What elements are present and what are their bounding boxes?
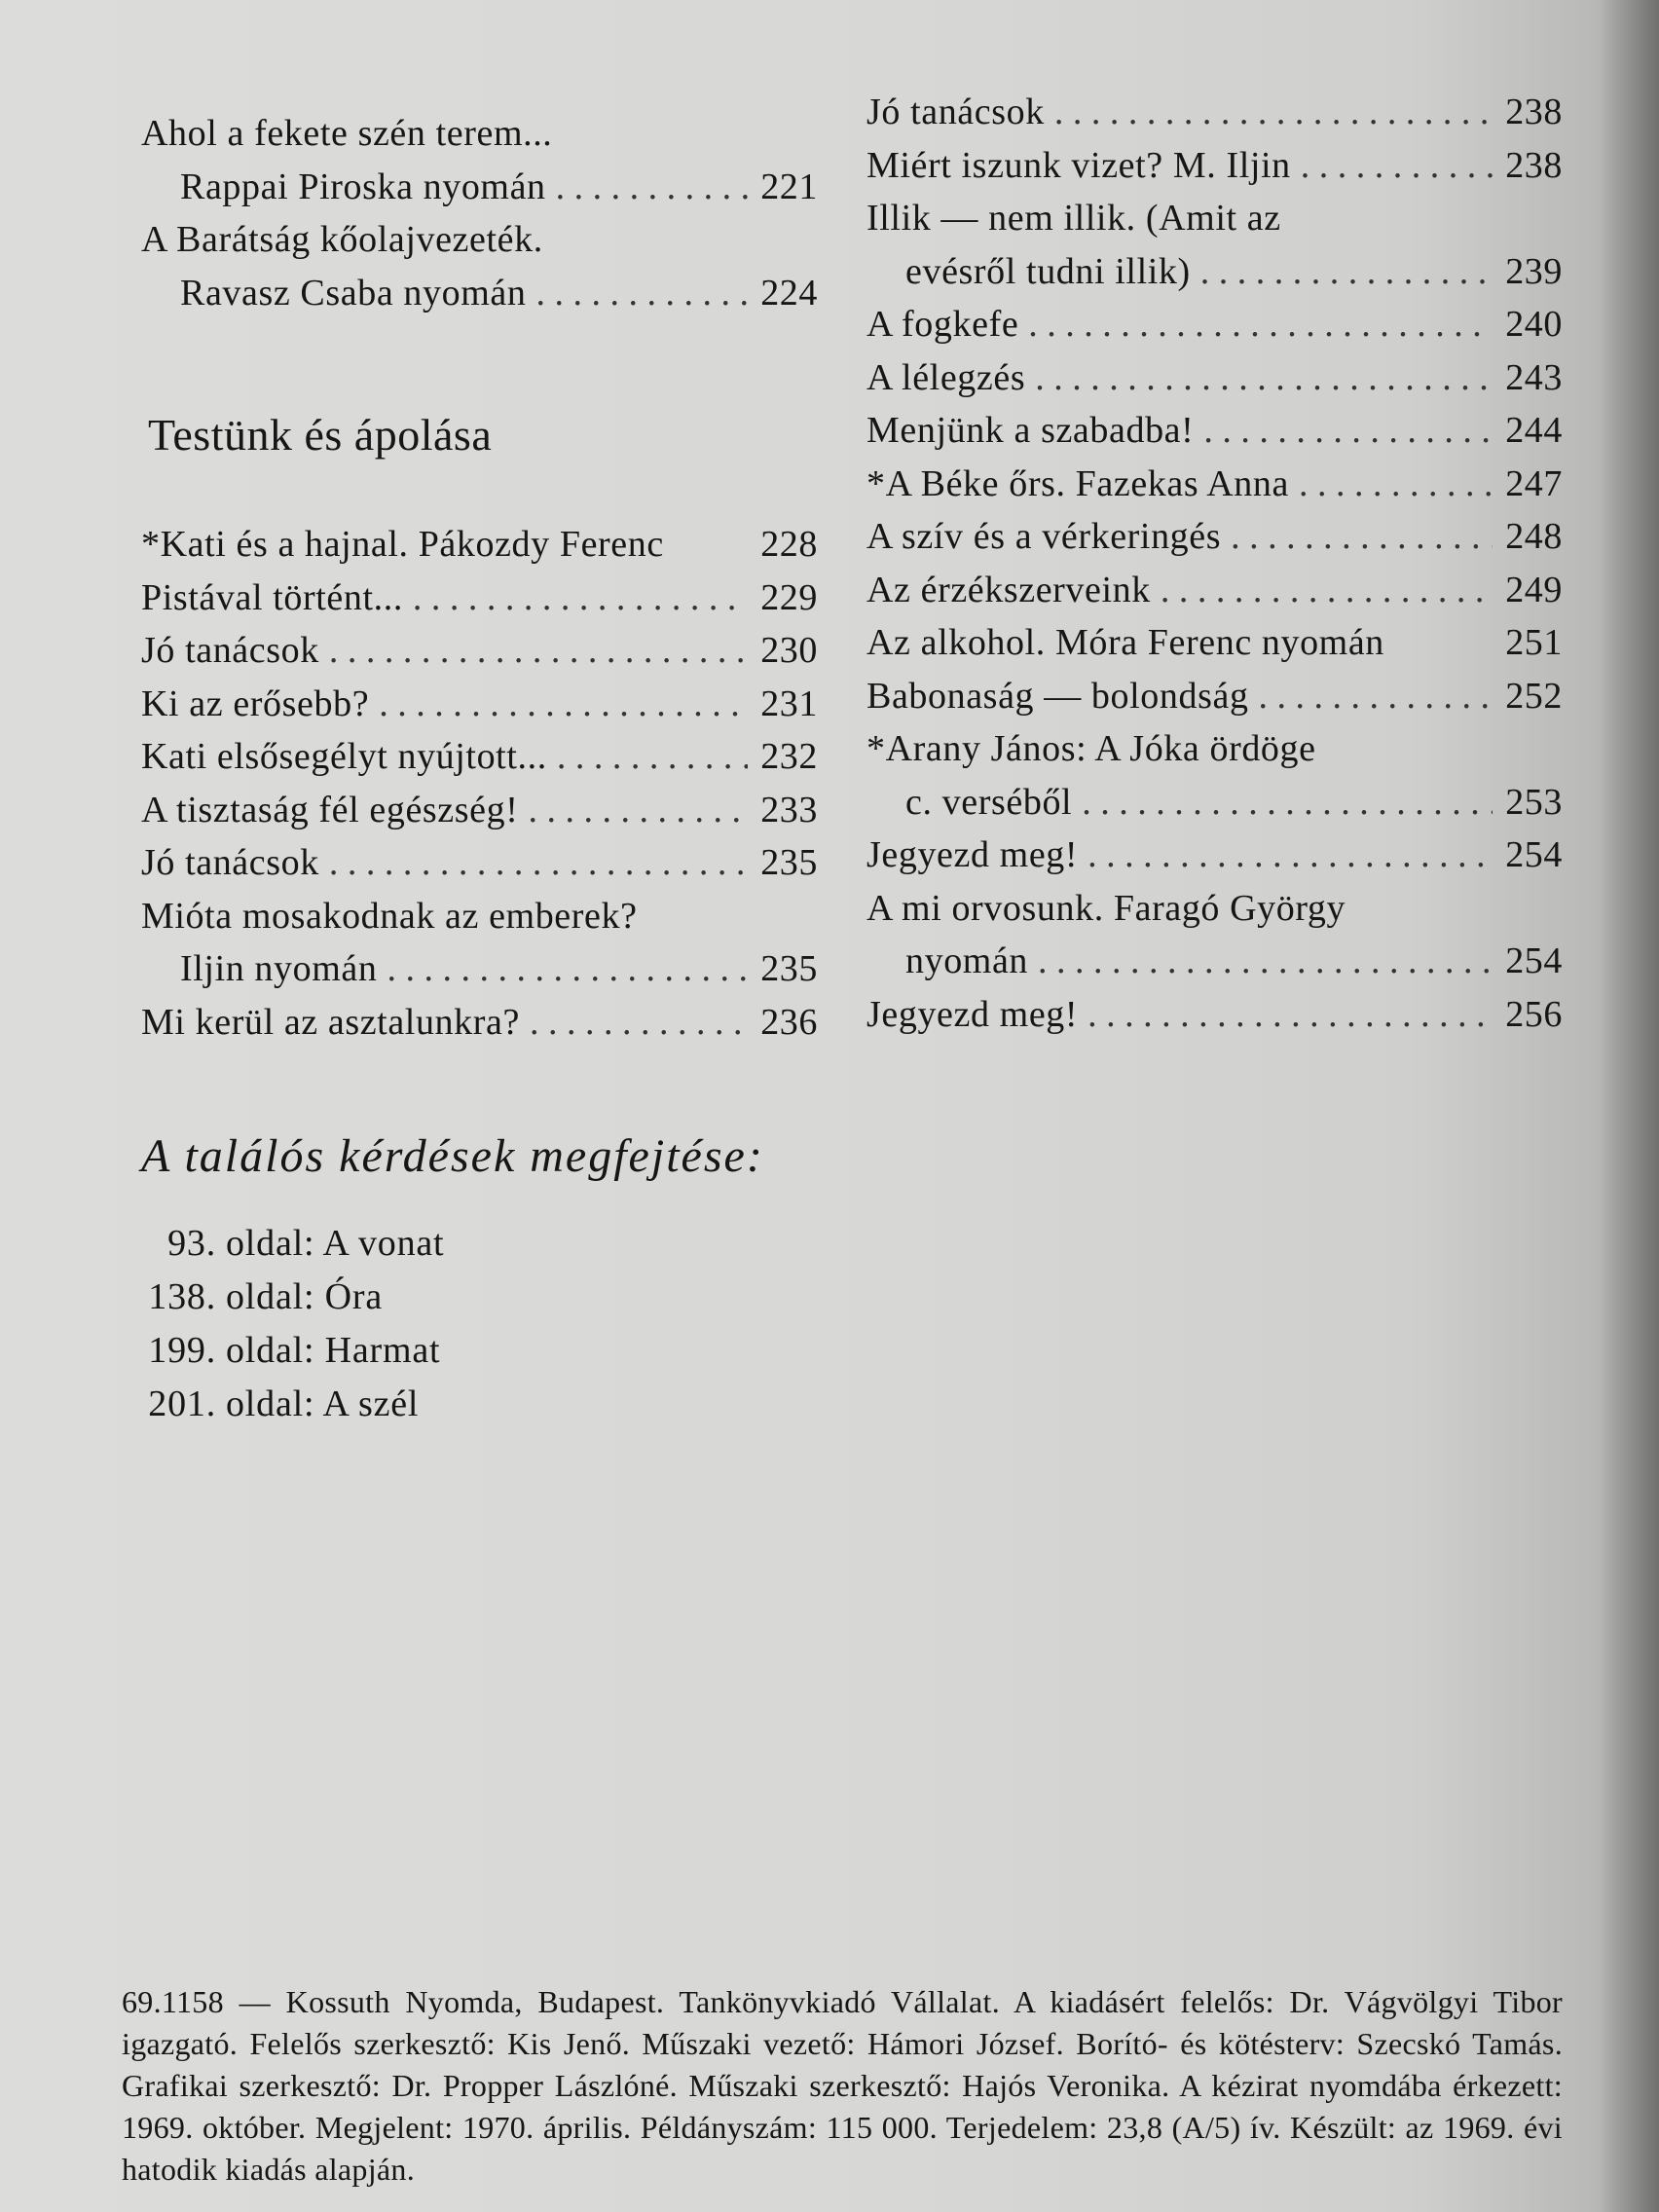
toc-page-number: 249 bbox=[1505, 569, 1563, 610]
toc-left-column bbox=[141, 107, 818, 319]
toc-entry-title: Iljin nyomán bbox=[180, 948, 378, 989]
toc-line bbox=[866, 298, 1563, 351]
toc-line bbox=[141, 678, 818, 731]
toc-entry-title: Az érzékszerveink bbox=[866, 569, 1151, 610]
toc-line bbox=[866, 776, 1563, 830]
toc-page-number: 243 bbox=[1505, 356, 1563, 398]
toc-line bbox=[866, 722, 1563, 776]
toc-line bbox=[866, 616, 1563, 670]
toc-line bbox=[141, 890, 818, 943]
answer-row bbox=[136, 1324, 720, 1378]
dot-leader bbox=[1161, 564, 1493, 617]
toc-line bbox=[141, 213, 818, 267]
toc-entry-title: Babonaság — bolondság bbox=[866, 675, 1249, 717]
toc-entry bbox=[141, 107, 818, 213]
toc-entry-title: c. verséből bbox=[905, 781, 1073, 823]
toc-line bbox=[141, 730, 818, 784]
toc-entry-title: Pistával történt... bbox=[141, 576, 403, 618]
toc-page-number: 230 bbox=[760, 630, 818, 671]
toc-line bbox=[141, 836, 818, 890]
toc-line bbox=[141, 784, 818, 837]
toc-line bbox=[141, 996, 818, 1050]
dot-leader bbox=[379, 678, 748, 731]
toc-line bbox=[141, 571, 818, 625]
dot-leader bbox=[329, 624, 748, 678]
toc-line bbox=[141, 267, 818, 320]
answer-page-number: 93. bbox=[167, 1223, 216, 1264]
toc-line bbox=[866, 192, 1563, 245]
dot-leader bbox=[1028, 298, 1493, 351]
toc-entry-title: Ahol a fekete szén terem... bbox=[141, 113, 553, 154]
toc-page-number: 229 bbox=[760, 576, 818, 618]
toc-page-number: 231 bbox=[760, 682, 818, 724]
answer-page-number: 138. bbox=[148, 1276, 216, 1317]
dot-leader bbox=[413, 571, 748, 625]
toc-page-number: 238 bbox=[1505, 92, 1563, 132]
toc-page-number: 232 bbox=[760, 736, 818, 777]
toc-entry-title: A szív és a vérkeringés bbox=[866, 516, 1222, 557]
dot-leader bbox=[1082, 776, 1493, 830]
toc-entry-title: Kati elsősegélyt nyújtott... bbox=[141, 736, 547, 777]
toc-page-number: 240 bbox=[1505, 304, 1563, 345]
dot-leader bbox=[557, 730, 748, 784]
dot-leader bbox=[535, 267, 748, 320]
toc-entry-title: *Kati és a hajnal. Pákozdy Ferenc bbox=[141, 524, 664, 565]
toc-entry-title: A mi orvosunk. Faragó György bbox=[866, 887, 1346, 929]
dot-leader bbox=[1054, 86, 1493, 139]
toc-line bbox=[866, 245, 1563, 299]
dot-leader bbox=[1231, 510, 1493, 564]
answers-list bbox=[136, 1217, 720, 1431]
toc-entry-title: Mióta mosakodnak az emberek? bbox=[141, 895, 638, 937]
section-heading: Testünk és ápolása bbox=[148, 410, 493, 460]
dot-leader bbox=[1035, 351, 1493, 405]
toc-line bbox=[866, 829, 1563, 882]
toc-entry-title: Jó tanácsok bbox=[866, 92, 1045, 132]
toc-entry-title: Jegyezd meg! bbox=[866, 993, 1079, 1035]
toc-entry bbox=[141, 213, 818, 319]
toc-entry-title: *Arany János: A Jóka ördöge bbox=[866, 728, 1316, 769]
toc-entry-title: Az alkohol. Móra Ferenc nyomán bbox=[866, 622, 1384, 663]
toc-entry-title: A lélegzés bbox=[866, 356, 1026, 398]
page-edge-shadow bbox=[1601, 0, 1659, 2212]
toc-entry-title: Menjünk a szabadba! bbox=[866, 410, 1195, 451]
answer-row bbox=[136, 1271, 720, 1324]
toc-entry-title: nyomán bbox=[905, 940, 1029, 981]
toc-line bbox=[866, 139, 1563, 193]
toc-page-number: 254 bbox=[1505, 940, 1563, 981]
toc-entry-title: Miért iszunk vizet? M. Iljin bbox=[866, 144, 1291, 186]
toc-entry-title: Jó tanácsok bbox=[141, 630, 319, 671]
answer-text: oldal: A vonat bbox=[226, 1223, 445, 1264]
toc-page-number: 238 bbox=[1505, 144, 1563, 186]
dot-leader bbox=[528, 784, 748, 837]
answer-page-number: 201. bbox=[148, 1383, 216, 1424]
toc-line bbox=[866, 86, 1563, 139]
dot-leader bbox=[1088, 829, 1493, 882]
toc-line bbox=[866, 404, 1563, 458]
toc-line bbox=[141, 518, 818, 571]
toc-entry-title: A tisztaság fél egészség! bbox=[141, 789, 519, 830]
toc-page-number: 235 bbox=[760, 948, 818, 989]
dot-leader bbox=[1299, 458, 1493, 511]
dot-leader bbox=[530, 996, 748, 1050]
toc-page-number: 235 bbox=[760, 842, 818, 883]
toc-page-number: 244 bbox=[1505, 410, 1563, 451]
toc-line bbox=[141, 624, 818, 678]
dot-leader bbox=[1301, 139, 1493, 193]
toc-page-number: 224 bbox=[760, 272, 818, 313]
toc-entry-title: evésről tudni illik) bbox=[905, 250, 1191, 292]
toc-page-number: 256 bbox=[1505, 993, 1563, 1035]
toc-page-number: 221 bbox=[760, 166, 818, 207]
toc-line bbox=[141, 107, 818, 161]
dot-leader bbox=[1203, 404, 1493, 458]
toc-page-number: 236 bbox=[760, 1001, 818, 1043]
toc-entry-title: A Barátság kőolajvezeték. bbox=[141, 219, 543, 260]
toc-line bbox=[866, 882, 1563, 936]
toc-entry-title: Illik — nem illik. (Amit az bbox=[866, 198, 1281, 239]
answer-row bbox=[136, 1217, 720, 1271]
toc-page-number: 252 bbox=[1505, 675, 1563, 717]
toc-entry-title: Jó tanácsok bbox=[141, 842, 319, 883]
toc-entry-subtitle: Rappai Piroska nyomán bbox=[180, 166, 546, 207]
dot-leader bbox=[387, 942, 748, 996]
toc-line bbox=[141, 942, 818, 996]
toc-line bbox=[866, 564, 1563, 617]
toc-page-number: 233 bbox=[760, 789, 818, 830]
answers-title: A találós kérdések megfejtése: bbox=[141, 1130, 764, 1182]
dot-leader bbox=[1200, 245, 1493, 299]
toc-line bbox=[866, 988, 1563, 1042]
dot-leader bbox=[1038, 935, 1493, 988]
toc-page-number: 254 bbox=[1505, 834, 1563, 875]
toc-entry-title: *A Béke őrs. Fazekas Anna bbox=[866, 462, 1289, 504]
toc-line bbox=[141, 161, 818, 214]
toc-page-number: 248 bbox=[1505, 516, 1563, 557]
dot-leader bbox=[329, 836, 748, 890]
toc-page-number: 239 bbox=[1505, 250, 1563, 292]
toc-entry-title: Jegyezd meg! bbox=[866, 834, 1079, 875]
toc-page-number: 228 bbox=[760, 524, 818, 565]
toc-entry-title: Mi kerül az asztalunkra? bbox=[141, 1001, 520, 1043]
toc-entry-title: A fogkefe bbox=[866, 304, 1019, 345]
toc-page-number: 247 bbox=[1505, 462, 1563, 504]
answer-text: oldal: Óra bbox=[226, 1276, 384, 1317]
answer-row bbox=[136, 1378, 720, 1431]
dot-leader bbox=[556, 161, 748, 214]
toc-line bbox=[866, 351, 1563, 405]
answer-text: oldal: A szél bbox=[226, 1383, 420, 1424]
toc-line bbox=[866, 458, 1563, 511]
dot-leader bbox=[1259, 670, 1493, 723]
toc-line bbox=[866, 935, 1563, 988]
answer-page-number: 199. bbox=[148, 1330, 216, 1371]
toc-entry-subtitle: Ravasz Csaba nyomán bbox=[180, 272, 527, 313]
toc-line bbox=[866, 510, 1563, 564]
answer-text: oldal: Harmat bbox=[226, 1330, 441, 1371]
toc-page-number: 253 bbox=[1505, 781, 1563, 823]
dot-leader bbox=[1088, 988, 1493, 1042]
toc-line bbox=[866, 670, 1563, 723]
toc-left-section-list bbox=[141, 518, 818, 1049]
toc-page-number: 251 bbox=[1505, 622, 1563, 663]
imprint-text: 69.1158 — Kossuth Nyomda, Budapest. Tankönyvkiadó Vállalat. A kiadásért felelős: Dr. Vágvölgyi Tibor igazgató. Felelős szerkesztő: Kis Jenő. Műszaki vezető: Hámori József. Borító- és kötésterv: Szecskó Tamás. Grafikai szerkesztő: Dr. Propper Lászlóné. Műszaki szerkesztő: Hajós Veronika. A kézirat nyomdába érkezett: 1969. október. Megjelent: 1970. április. Példányszám: 115 000. Terjedelem: 23,8 (A/5) ív. Készült: az 1969. évi hatodik kiadás alapján. bbox=[122, 1984, 1563, 2187]
toc-right-column bbox=[866, 86, 1563, 1041]
toc-entry-title: Ki az erősebb? bbox=[141, 682, 370, 724]
